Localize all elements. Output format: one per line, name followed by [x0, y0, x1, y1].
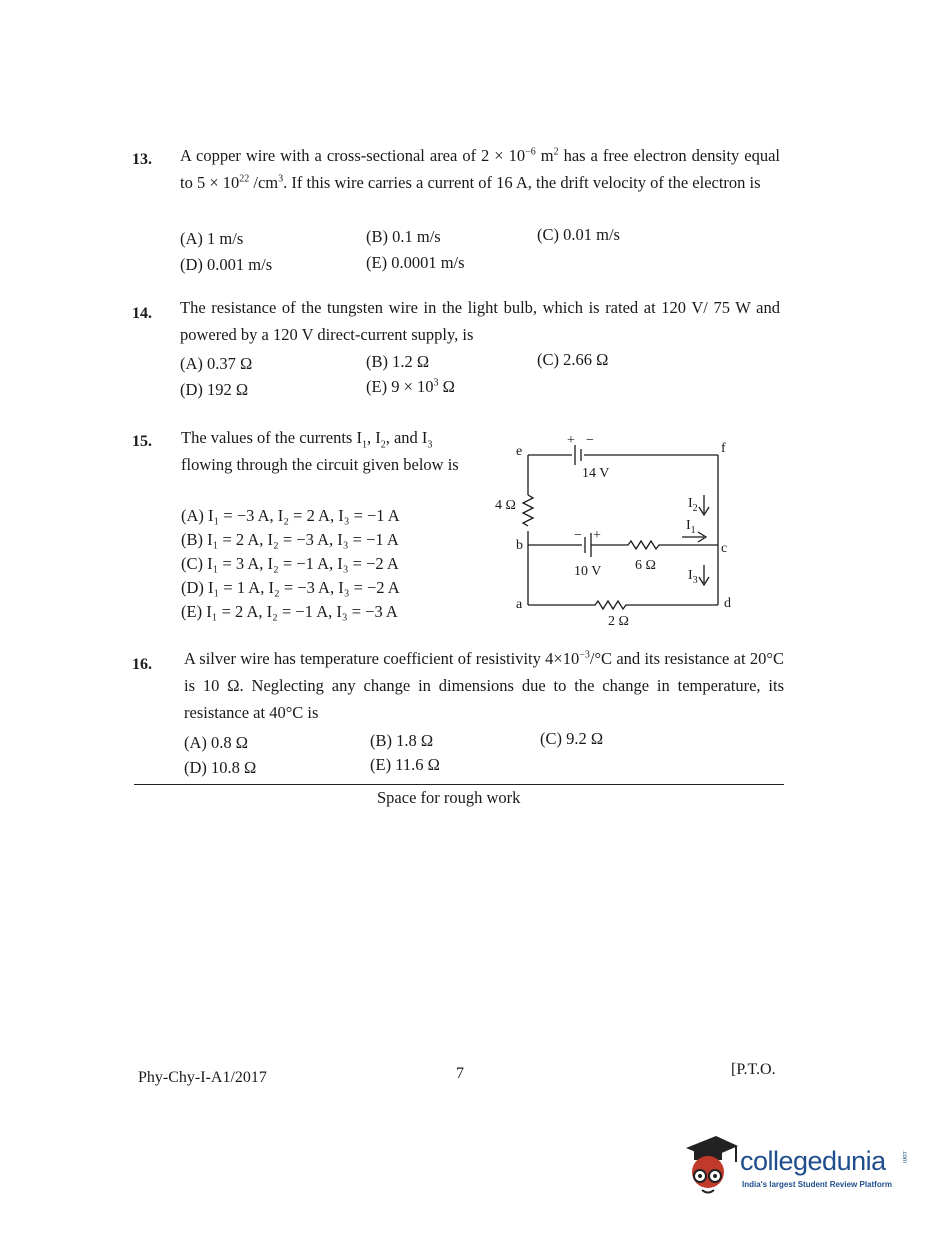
- circuit-diagram: [490, 425, 750, 630]
- q16-option-d: (D) 10.8 Ω: [184, 758, 257, 777]
- node-e: e: [516, 444, 523, 459]
- q14-option-e: (E) $9 \times 10^3$ Ω: [366, 377, 455, 396]
- node-c: c: [721, 541, 728, 556]
- resistor-4-ohm: [523, 495, 533, 526]
- brand-name: collegedunia: [740, 1146, 886, 1176]
- q13-option-e: (E) 0.0001 m/s: [366, 253, 465, 272]
- collegedunia-logo: [680, 1132, 910, 1202]
- mascot-icon: [680, 1132, 740, 1202]
- question-15-number: 15.: [132, 433, 152, 450]
- rough-work-label: Space for rough work: [377, 788, 521, 807]
- current-i2-label: $I_2$: [688, 496, 698, 514]
- resistor-6-ohm: [591, 541, 718, 549]
- question-16-text: A silver wire has temperature coefficient of resistivity $4\times 10^{-3}/^\circ C$ and its resistance at 20°C is 10 Ω. Neglecting any change in dimensions due to the change in temperature, its resistance at 40°C is: [184, 649, 784, 722]
- resistor-4-ohm-label: 4 Ω: [495, 498, 516, 513]
- brand-com: .com: [901, 1150, 907, 1164]
- q16-option-b: (B) 1.8 Ω: [370, 731, 434, 750]
- resistor-2-ohm: [528, 601, 718, 609]
- current-i1-label: $I_1$: [686, 518, 696, 536]
- resistor-6-ohm-label: 6 Ω: [635, 558, 656, 573]
- q13-option-d: (D) 0.001 m/s: [180, 255, 273, 274]
- battery-14v-label: 14 V: [582, 466, 610, 481]
- resistor-2-ohm-label: 2 Ω: [608, 614, 629, 629]
- q14-option-d: (D) 192 Ω: [180, 380, 249, 399]
- q15-option-d: (D) I₁ = 1 A, I₂ = −3 A, I₃ = −2 A: [181, 578, 400, 597]
- please-turn-over: [P.T.O.: [731, 1061, 776, 1078]
- node-f: f: [721, 441, 726, 456]
- rough-work-divider: [134, 784, 784, 785]
- battery-10v-minus: −: [574, 528, 582, 543]
- node-b: b: [516, 538, 523, 553]
- q15-option-e: (E) I₁ = 2 A, I₂ = −1 A, I₃ = −3 A: [181, 602, 398, 621]
- node-a: a: [516, 597, 523, 612]
- q16-option-e: (E) 11.6 Ω: [370, 755, 440, 774]
- battery-10v-plus: +: [593, 528, 601, 543]
- q15-option-b: (B) I₁ = 2 A, I₂ = −3 A, I₃ = −1 A: [181, 530, 399, 549]
- paper-code: Phy-Chy-I-A1/2017: [138, 1069, 267, 1086]
- question-16-number: 16.: [132, 656, 152, 673]
- q16-option-c: (C) 9.2 Ω: [540, 729, 604, 748]
- q13-option-c: (C) 0.01 m/s: [537, 225, 620, 244]
- page-number: 7: [456, 1065, 464, 1082]
- question-14-text: The resistance of the tungsten wire in the light bulb, which is rated at 120 V/ 75 W and powered by a 120 V direct-current supply, is: [180, 298, 780, 344]
- q14-option-a: (A) 0.37 Ω: [180, 354, 253, 373]
- q15-option-c: (C) I₁ = 3 A, I₂ = −1 A, I₃ = −2 A: [181, 554, 399, 573]
- node-d: d: [724, 596, 731, 611]
- brand-tagline: India's largest Student Review Platform: [742, 1180, 892, 1189]
- q14-option-c: (C) 2.66 Ω: [537, 350, 609, 369]
- battery-14v-minus: −: [586, 433, 594, 448]
- q13-option-b: (B) 0.1 m/s: [366, 227, 441, 246]
- question-15-text: The values of the currents $I_1$, $I_2$, and $I_3$ flowing through the circuit given below is: [181, 428, 459, 474]
- battery-10v-label: 10 V: [574, 564, 602, 579]
- q14-option-b: (B) 1.2 Ω: [366, 352, 430, 371]
- question-14-number: 14.: [132, 305, 152, 322]
- question-13-text: A copper wire with a cross-sectional area of $2 \times 10^{-6}$ $m^2$ has a free electron density equal to $5 \times 10^{22}$ $/cm^3$. If this wire carries a current of 16 A, the drift velocity of the electron is: [180, 146, 781, 192]
- battery-14v-plus: +: [567, 433, 575, 448]
- current-i3-label: $I_3$: [688, 568, 698, 586]
- q16-option-a: (A) 0.8 Ω: [184, 733, 249, 752]
- q13-option-a: (A) 1 m/s: [180, 229, 244, 248]
- question-13-number: 13.: [132, 151, 152, 168]
- q15-option-a: (A) I₁ = −3 A, I₂ = 2 A, I₃ = −1 A: [181, 506, 400, 525]
